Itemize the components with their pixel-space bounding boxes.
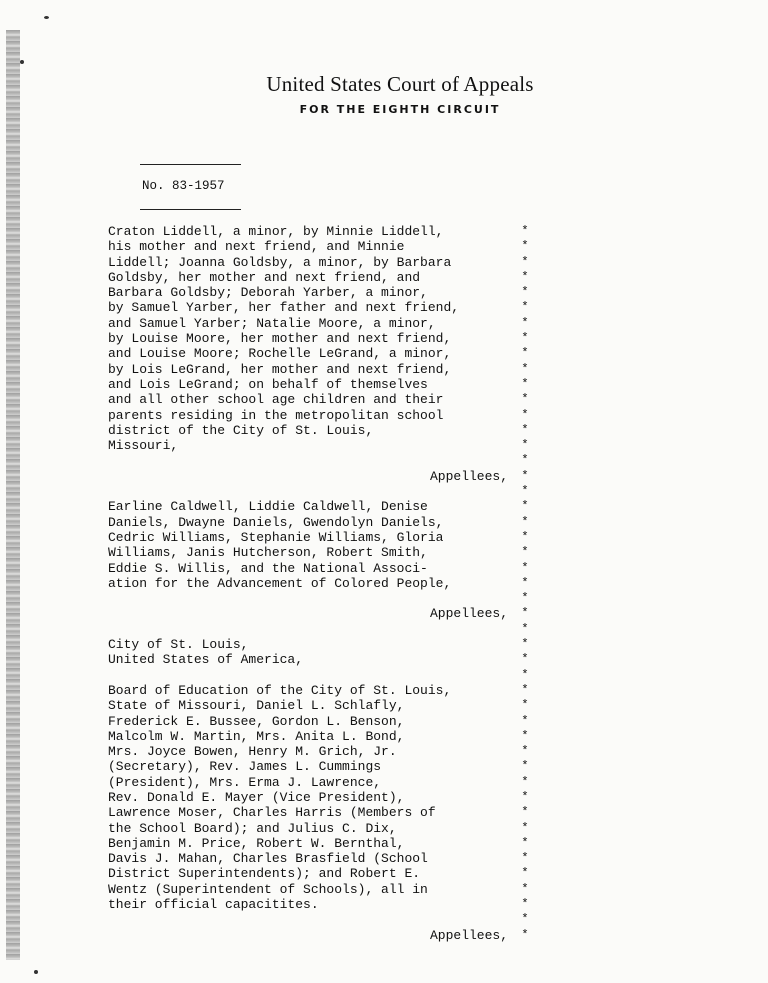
party-designation: Appellees, <box>429 468 508 484</box>
caption-line: Lawrence Moser, Charles Harris (Members of <box>108 805 436 821</box>
caption-line: by Louise Moore, her mother and next friend, <box>108 331 452 347</box>
caption-star: * <box>521 637 529 652</box>
rule-top <box>140 164 241 165</box>
caption-star: * <box>521 560 529 575</box>
caption-line: ation for the Advancement of Colored People, <box>108 575 452 591</box>
caption-star: * <box>521 774 529 789</box>
caption-star: * <box>521 422 529 437</box>
scan-speck <box>34 970 38 974</box>
caption-star: * <box>521 897 529 912</box>
caption-star: * <box>521 606 529 621</box>
caption-line: Barbara Goldsby; Deborah Yarber, a minor, <box>108 285 428 301</box>
caption-line: Daniels, Dwayne Daniels, Gwendolyn Daniels, <box>108 514 444 530</box>
caption-blank-line <box>108 912 508 927</box>
caption-star: * <box>521 484 529 499</box>
caption-blank-line <box>108 591 508 606</box>
caption-star: * <box>521 468 529 483</box>
caption-star: * <box>521 851 529 866</box>
caption-line: Earline Caldwell, Liddie Caldwell, Denise <box>108 499 428 515</box>
party-designation: Appellees, <box>429 606 508 622</box>
caption-star: * <box>521 621 529 636</box>
caption-star: * <box>521 438 529 453</box>
caption-star: * <box>521 713 529 728</box>
caption-line: Liddell; Joanna Goldsby, a minor, by Barbara <box>108 254 452 270</box>
caption-star: * <box>521 591 529 606</box>
caption-star: * <box>521 698 529 713</box>
caption-blank-line <box>108 668 508 683</box>
caption-star: * <box>521 453 529 468</box>
caption-line: Rev. Donald E. Mayer (Vice President), <box>108 789 405 805</box>
caption-star-column <box>520 224 530 943</box>
caption-star: * <box>521 300 529 315</box>
caption-line: by Samuel Yarber, her father and next friend, <box>108 300 460 316</box>
scan-edge-artifact <box>6 30 20 960</box>
caption-star: * <box>521 759 529 774</box>
caption-star: * <box>521 254 529 269</box>
caption-line: and Lois LeGrand; on behalf of themselves <box>108 376 428 392</box>
caption-star: * <box>521 820 529 835</box>
caption-blank-line <box>108 484 508 499</box>
caption-blank-line <box>108 453 508 468</box>
caption-line: Malcolm W. Martin, Mrs. Anita L. Bond, <box>108 728 405 744</box>
caption-star: * <box>521 285 529 300</box>
caption-star: * <box>521 927 529 942</box>
caption-star: * <box>521 529 529 544</box>
caption-line: Mrs. Joyce Bowen, Henry M. Grich, Jr. <box>108 744 397 760</box>
caption-line: City of St. Louis, <box>108 637 249 653</box>
caption-line: Eddie S. Willis, and the National Associ- <box>108 560 428 576</box>
caption-line: (Secretary), Rev. James L. Cummings <box>108 759 382 775</box>
caption-star: * <box>521 728 529 743</box>
caption-star: * <box>521 835 529 850</box>
caption-line: and Louise Moore; Rochelle LeGrand, a minor, <box>108 346 452 362</box>
caption-star: * <box>521 315 529 330</box>
caption-star: * <box>521 789 529 804</box>
caption-line: Williams, Janis Hutcherson, Robert Smith, <box>108 545 428 561</box>
caption-line: District Superintendents); and Robert E. <box>108 866 421 882</box>
caption-line: by Lois LeGrand, her mother and next friend, <box>108 361 452 377</box>
caption-star: * <box>521 392 529 407</box>
caption-line: their official capacitites. <box>108 897 319 913</box>
caption-star: * <box>521 912 529 927</box>
case-caption <box>108 224 508 943</box>
caption-star: * <box>521 682 529 697</box>
caption-star: * <box>521 881 529 896</box>
caption-star: * <box>521 805 529 820</box>
caption-line: Cedric Williams, Stephanie Williams, Gloria <box>108 529 444 545</box>
case-number: No. 83-1957 <box>142 179 225 193</box>
caption-line: parents residing in the metropolitan school <box>108 407 444 423</box>
caption-star: * <box>521 514 529 529</box>
caption-line: and Samuel Yarber; Natalie Moore, a minor, <box>108 315 436 331</box>
caption-star: * <box>521 652 529 667</box>
caption-star: * <box>521 499 529 514</box>
caption-star: * <box>521 376 529 391</box>
court-title: United States Court of Appeals <box>266 72 534 96</box>
caption-star: * <box>521 224 529 238</box>
caption-line: (President), Mrs. Erma J. Lawrence, <box>108 774 382 790</box>
caption-star: * <box>521 361 529 376</box>
caption-line: Missouri, <box>108 438 179 454</box>
caption-line: Davis J. Mahan, Charles Brasfield (School <box>108 851 428 867</box>
caption-line: Goldsby, her mother and next friend, and <box>108 269 421 285</box>
caption-line: Frederick E. Bussee, Gordon L. Benson, <box>108 713 405 729</box>
scan-speck <box>44 16 49 19</box>
caption-line: Craton Liddell, a minor, by Minnie Liddell, <box>108 224 444 239</box>
caption-line: Board of Education of the City of St. Louis, <box>108 682 452 698</box>
caption-star: * <box>521 331 529 346</box>
caption-star: * <box>521 575 529 590</box>
caption-line: district of the City of St. Louis, <box>108 422 374 438</box>
caption-line: the School Board); and Julius C. Dix, <box>108 820 397 836</box>
caption-line: United States of America, <box>108 652 304 668</box>
caption-line: Wentz (Superintendent of Schools), all in <box>108 881 428 897</box>
court-circuit: FOR THE EIGHTH CIRCUIT <box>299 103 501 116</box>
scan-speck <box>20 60 24 64</box>
party-designation: Appellees, <box>429 927 508 943</box>
caption-star: * <box>521 269 529 284</box>
caption-star: * <box>521 545 529 560</box>
caption-star: * <box>521 744 529 759</box>
caption-blank-line <box>108 622 508 637</box>
caption-star: * <box>521 346 529 361</box>
caption-star: * <box>521 866 529 881</box>
caption-line: his mother and next friend, and Minnie <box>108 239 405 255</box>
caption-star: * <box>521 407 529 422</box>
caption-star: * <box>521 239 529 254</box>
caption-line: Benjamin M. Price, Robert W. Bernthal, <box>108 835 405 851</box>
caption-line: State of Missouri, Daniel L. Schlafly, <box>108 698 405 714</box>
caption-line: and all other school age children and their <box>108 392 444 408</box>
caption-star: * <box>521 667 529 682</box>
rule-bottom <box>140 209 241 210</box>
